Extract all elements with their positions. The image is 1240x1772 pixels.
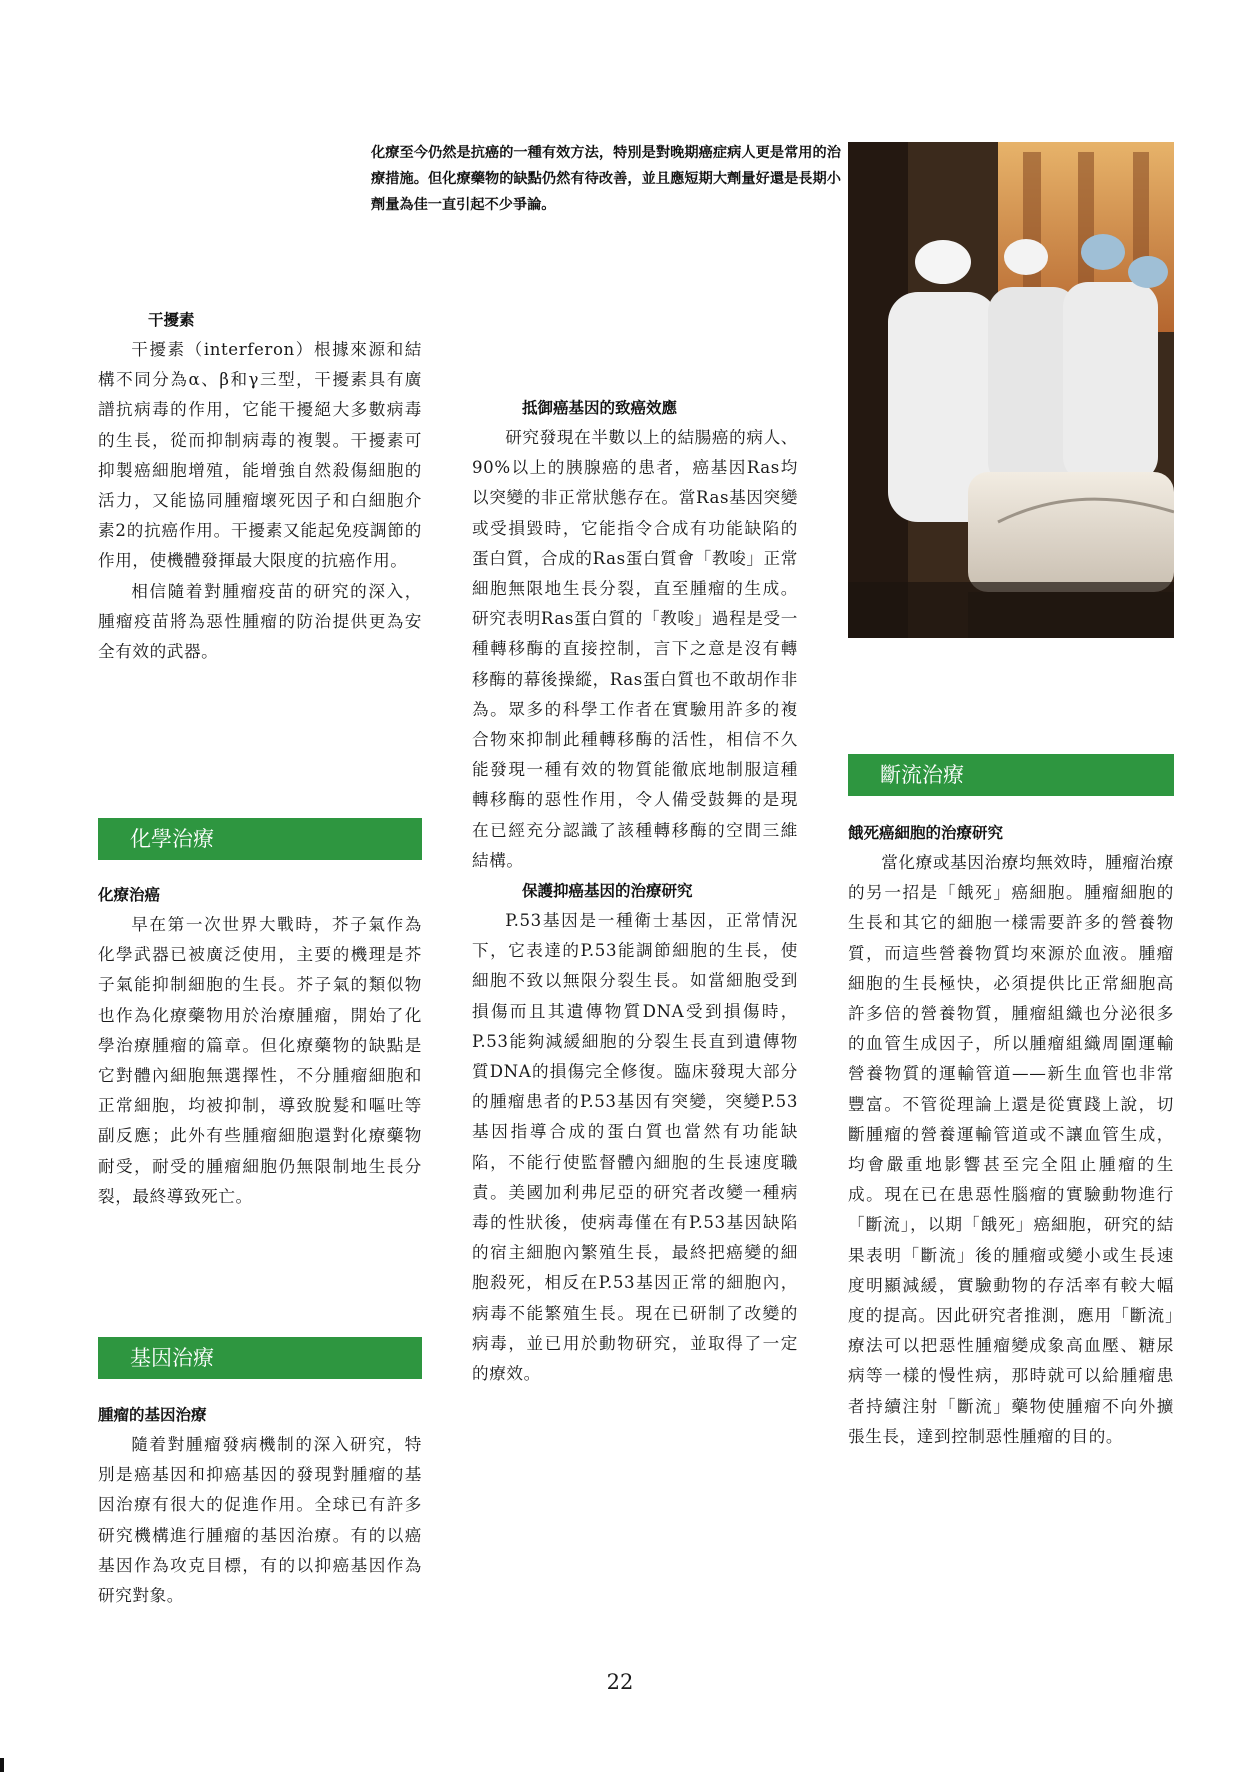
photo-caption: 化療至今仍然是抗癌的一種有效方法，特別是對晚期癌症病人更是常用的治療措施。但化療藥物的缺點仍然有待改善，並且應短期大劑量好還是長期小劑量為佳一直引起不少爭論。 (371, 145, 841, 213)
ras-heading: 抵御癌基因的致癌效應 (522, 399, 678, 417)
section-bar-cutoff-therapy: 斷流治療 (848, 754, 1174, 796)
interferon-heading: 干擾素 (148, 311, 195, 329)
p53-paragraph: P.53基因是一種衛士基因，正常情況下，它表達的P.53能調節細胞的生長，使細胞不致以無限分裂生長。如當細胞受到損傷而且其遺傳物質DNA受到損傷時，P.53能夠減緩細胞的分裂生長直到遺傳物質DNA的損傷完全修復。臨床發現大部分的腫瘤患者的P.53基因有突變，突變P.53基因指導合成的蛋白質也當然有功能缺陷，不能行使監督體內細胞的生長速度職責。美國加利弗尼亞的研究者改變一種病毒的性狀後，使病毒僅在有P.53基因缺陷的宿主細胞內繁殖生長，最終把癌變的細胞殺死，相反在P.53基因正常的細胞內，病毒不能繁殖生長。現在已研制了改變的病毒，並已用於動物研究，並取得了一定的療效。 (472, 911, 798, 1384)
ras-paragraph: 研究發現在半數以上的結腸癌的病人、90%以上的胰腺癌的患者，癌基因Ras均以突變的非正常狀態存在。當Ras基因突變或受損毀時，它能指令合成有功能缺陷的蛋白質，合成的Ras蛋白質會「教唆」正常細胞無限地生長分裂，直至腫瘤的生成。研究表明Ras蛋白質的「教唆」過程是受一種轉移酶的直接控制，言下之意是沒有轉移酶的幕後操縱，Ras蛋白質也不敢胡作非為。眾多的科學工作者在實驗用許多的複合物來抑制此種轉移酶的活性，相信不久能發現一種有效的物質能徹底地制服這種轉移酶的惡性作用，令人備受鼓舞的是現在已經充分認識了該種轉移酶的空間三維結構。 (472, 428, 798, 870)
chemo-heading: 化療治癌 (98, 886, 161, 904)
p53-heading: 保護抑癌基因的治療研究 (522, 882, 693, 901)
column-3 (848, 818, 1174, 1452)
section-bar-gene-therapy: 基因治療 (98, 1337, 422, 1379)
column-2 (472, 393, 798, 1389)
scan-edge-mark (0, 1758, 4, 1772)
chemo-paragraph: 早在第一次世界大戰時，芥子氣作為化學武器已被廣泛使用，主要的機理是芥子氣能抑制細胞的生長。芥子氣的類似物也作為化療藥物用於治療腫瘤，開始了化學治療腫瘤的篇章。但化療藥物的缺點是它對體內細胞無選擇性，不分腫瘤細胞和正常細胞，均被抑制，導致脫髮和嘔吐等副反應；此外有些腫瘤細胞還對化療藥物耐受，耐受的腫瘤細胞仍無限制地生長分裂，最終導致死亡。 (98, 915, 422, 1206)
starve-heading: 餓死癌細胞的治療研究 (848, 824, 1004, 842)
gene-heading: 腫瘤的基因治療 (98, 1406, 207, 1424)
interferon-paragraph-1: 干擾素（interferon）根據來源和結構不同分為α、β和γ三型，干擾素具有廣譜抗病毒的作用，它能干擾絕大多數病毒的生長，從而抑制病毒的複製。干擾素可抑製癌細胞增殖，能增強自然殺傷細胞的活力，又能協同腫瘤壞死因子和白細胞介素2的抗癌作用。干擾素又能起免疫調節的作用，使機體發揮最大限度的抗癌作用。 (98, 340, 422, 571)
starve-paragraph: 當化療或基因治療均無效時，腫瘤治療的另一招是「餓死」癌細胞。腫瘤細胞的生長和其它的細胞一樣需要許多的營養物質，而這些營養物質均來源於血液。腫瘤細胞的生長極快，必須提供比正常細胞高許多倍的營養物質，腫瘤組織也分泌很多的血管生成因子，所以腫瘤組織周圍運輸營養物質的運輸管道——新生血管也非常豐富。不管從理論上還是從實踐上說，切斷腫瘤的營養運輸管道或不讓血管生成，均會嚴重地影響甚至完全阻止腫瘤的生成。現在已在患惡性腦瘤的實驗動物進行「斷流」，以期「餓死」癌細胞，研究的結果表明「斷流」後的腫瘤或變小或生長速度明顯減緩，實驗動物的存活率有較大幅度的提高。因此研究者推測，應用「斷流」療法可以把惡性腫瘤變成象高血壓、糖尿病等一樣的慢性病，那時就可以給腫瘤患者持續注射「斷流」藥物使腫瘤不向外擴張生長，達到控制惡性腫瘤的目的。 (848, 853, 1174, 1446)
page-number: 22 (606, 1670, 634, 1694)
gene-paragraph: 隨着對腫瘤發病機制的深入研究，特別是癌基因和抑癌基因的發現對腫瘤的基因治療有很大的促進作用。全球已有許多研究機構進行腫瘤的基因治療。有的以癌基因作為攻克目標，有的以抑癌基因作為研究對象。 (98, 1435, 422, 1606)
interferon-paragraph-2: 相信隨着對腫瘤疫苗的研究的深入，腫瘤疫苗將為惡性腫瘤的防治提供更為安全有效的武器。 (98, 581, 422, 662)
section-bar-chemotherapy: 化學治療 (98, 818, 422, 860)
column-1-top (98, 305, 422, 667)
hospital-ward-photo (848, 142, 1174, 638)
column-1-middle (98, 880, 422, 1212)
photo-illustration (848, 142, 1174, 638)
column-1-bottom (98, 1400, 422, 1611)
